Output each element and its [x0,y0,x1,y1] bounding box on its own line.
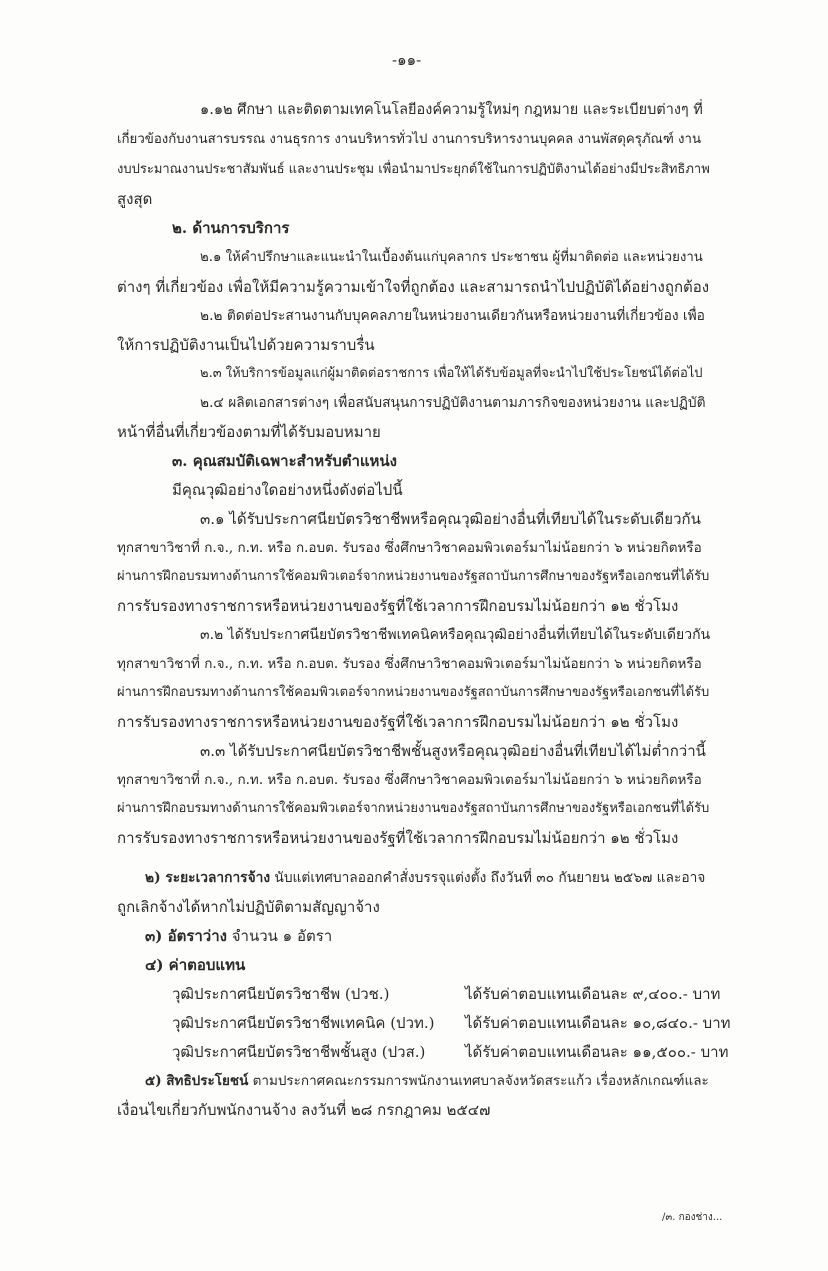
item-5-text: ตามประกาศคณะกรรมการพนักงานเทศบาลจังหวัดสระแก้ว เรื่องหลักเกณฑ์และ [248,1073,709,1089]
para-2-1-line-2: ต่างๆ ที่เกี่ยวข้อง เพื่อให้มีความรู้ความเข้าใจที่ถูกต้อง และสามารถนำไปปฏิบัติได้อย่างถูกต้อง [117,278,710,296]
para-1-12-line-3: งบประมาณงานประชาสัมพันธ์ และงานประชุม เพื่อนำมาประยุกต์ใช้ในการปฏิบัติงานได้อย่างมีประสิทธิภาพ [117,162,710,177]
para-1-12-line-4: สูงสุด [117,190,153,208]
para-2-4-line-1: ๒.๔ ผลิตเอกสารต่างๆ เพื่อสนับสนุนการปฏิบัติงานตามภารกิจของหน่วยงาน และปฏิบัติ [200,395,706,411]
compensation-qualification: วุฒิประกาศนียบัตรวิชาชีพ (ปวช.) [172,985,390,1003]
para-3-1-line-4: การรับรองทางราชการหรือหน่วยงานของรัฐที่ใช้เวลาการฝึกอบรมไม่น้อยกว่า ๑๒ ชั่วโมง [117,597,679,615]
para-2-2-line-1: ๒.๒ ติดต่อประสานงานกับบุคคลภายในหน่วยงานเดียวกันหรือหน่วยงานที่เกี่ยวข้อง เพื่อ [200,308,705,324]
para-2-1-line-1: ๒.๑ ให้คำปรึกษาและแนะนำในเบื้องต้นแก่บุคลากร ประชาชน ผู้ที่มาติดต่อ และหน่วยงาน [200,250,703,265]
compensation-amount: ได้รับค่าตอบแทนเดือนละ ๑๑,๕๐๐.- บาท [465,1043,729,1061]
para-2-3: ๒.๓ ให้บริการข้อมูลแก่ผู้มาติดต่อราชการ เพื่อให้ได้รับข้อมูลที่จะนำไปใช้ประโยชน์ได้ต่อไป [200,366,703,381]
para-3-1-line-2: ทุกสาขาวิชาที่ ก.จ., ก.ท. หรือ ก.อบต. รับรอง ซึ่งศึกษาวิชาคอมพิวเตอร์มาไม่น้อยกว่า ๖ หน่วยกิตหรือ [117,540,702,556]
footer-continuation: /๓. กองช่าง... [662,1212,723,1223]
item-2-heading: ๒) ระยะเวลาการจ้าง [145,870,271,886]
para-2-4-line-2: หน้าที่อื่นที่เกี่ยวข้องตามที่ได้รับมอบหมาย [117,423,381,441]
item-3 [145,926,332,946]
item-4-heading: ๔) ค่าตอบแทน [145,956,246,974]
page-number: -๑๑- [392,51,422,69]
para-1-12-line-1: ๑.๑๒ ศึกษา และติดตามเทคโนโลยีองค์ความรู้ใหม่ๆ กฎหมาย และระเบียบต่างๆ ที่ [200,102,703,118]
para-3-2-line-2: ทุกสาขาวิชาที่ ก.จ., ก.ท. หรือ ก.อบต. รับรอง ซึ่งศึกษาวิชาคอมพิวเตอร์มาไม่น้อยกว่า ๖ หน่วยกิตหรือ [117,656,702,672]
section-3-heading: ๓. คุณสมบัติเฉพาะสำหรับตำแหน่ง [172,452,398,470]
compensation-amount: ได้รับค่าตอบแทนเดือนละ ๑๐,๘๔๐.- บาท [465,1014,731,1032]
item-3-text: จำนวน ๑ อัตรา [226,927,333,945]
item-2-line-1 [145,868,705,888]
compensation-qualification: วุฒิประกาศนียบัตรวิชาชีพเทคนิค (ปวท.) [172,1014,435,1032]
para-2-2-line-2: ให้การปฏิบัติงานเป็นไปด้วยความราบรื่น [117,336,375,354]
item-5-line-1 [145,1071,709,1091]
compensation-amount: ได้รับค่าตอบแทนเดือนละ ๙,๔๐๐.- บาท [465,985,721,1003]
item-3-heading: ๓) อัตราว่าง [145,927,227,945]
compensation-qualification: วุฒิประกาศนียบัตรวิชาชีพชั้นสูง (ปวส.) [172,1043,426,1061]
para-3-2-line-3: ผ่านการฝึกอบรมทางด้านการใช้คอมพิวเตอร์จากหน่วยงานของรัฐสถาบันการศึกษาของรัฐหรือเอกชนที่ได้รับ [117,685,710,700]
item-5-heading: ๕) สิทธิประโยชน์ [145,1073,249,1089]
para-3-1-line-1: ๓.๑ ได้รับประกาศนียบัตรวิชาชีพหรือคุณวุฒิอย่างอื่นที่เทียบได้ในระดับเดียวกัน [200,510,701,528]
para-3-3-line-2: ทุกสาขาวิชาที่ ก.จ., ก.ท. หรือ ก.อบต. รับรอง ซึ่งศึกษาวิชาคอมพิวเตอร์มาไม่น้อยกว่า ๖ หน่วยกิตหรือ [117,772,702,788]
para-3-1-line-3: ผ่านการฝึกอบรมทางด้านการใช้คอมพิวเตอร์จากหน่วยงานของรัฐสถาบันการศึกษาของรัฐหรือเอกชนที่ได้รับ [117,569,710,584]
section-2-heading: ๒. ด้านการบริการ [172,219,290,237]
para-3-3-line-3: ผ่านการฝึกอบรมทางด้านการใช้คอมพิวเตอร์จากหน่วยงานของรัฐสถาบันการศึกษาของรัฐหรือเอกชนที่ได้รับ [117,801,710,816]
para-3-2-line-1: ๓.๒ ได้รับประกาศนียบัตรวิชาชีพเทคนิคหรือคุณวุฒิอย่างอื่นที่เทียบได้ในระดับเดียวกัน [200,627,711,643]
para-3-2-line-4: การรับรองทางราชการหรือหน่วยงานของรัฐที่ใช้เวลาการฝึกอบรมไม่น้อยกว่า ๑๒ ชั่วโมง [117,713,679,731]
para-1-12-line-2: เกี่ยวข้องกับงานสารบรรณ งานธุรการ งานบริหารทั่วไป งานการบริหารงานบุคคล งานพัสดุครุภัณฑ์ งาน [117,132,702,147]
para-3-3-line-1: ๓.๓ ได้รับประกาศนียบัตรวิชาชีพชั้นสูงหรือคุณวุฒิอย่างอื่นที่เทียบได้ไม่ต่ำกว่านี้ [200,742,706,760]
section-3-intro: มีคุณวุฒิอย่างใดอย่างหนึ่งดังต่อไปนี้ [172,481,403,499]
item-5-line-2: เงื่อนไขเกี่ยวกับพนักงานจ้าง ลงวันที่ ๒๘ กรกฎาคม ๒๕๔๗ [117,1101,491,1119]
item-2-line-2: ถูกเลิกจ้างได้หากไม่ปฏิบัติตามสัญญาจ้าง [117,898,380,916]
item-2-text: นับแต่เทศบาลออกคำสั่งบรรจุแต่งตั้ง ถึงวันที่ ๓๐ กันยายน ๒๕๖๗ และอาจ [270,870,706,886]
para-3-3-line-4: การรับรองทางราชการหรือหน่วยงานของรัฐที่ใช้เวลาการฝึกอบรมไม่น้อยกว่า ๑๒ ชั่วโมง [117,829,679,847]
